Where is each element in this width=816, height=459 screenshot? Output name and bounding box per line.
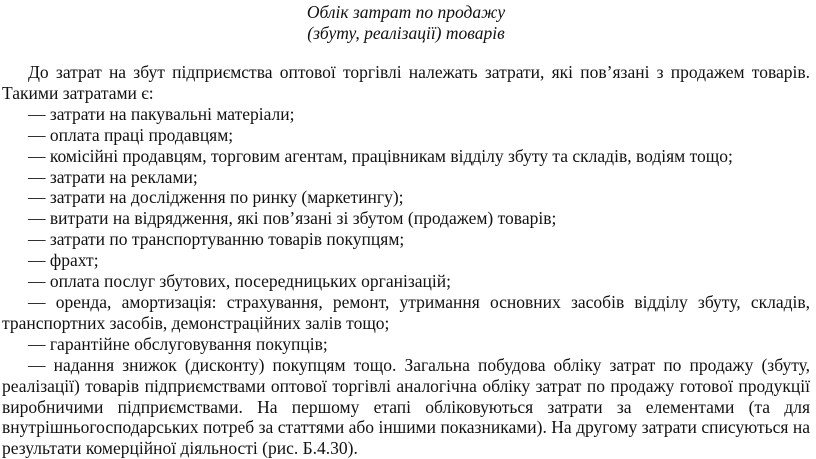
- list-item-rent-depreciation: — оренда, амортизація: страхування, ремонт, утримання основних засобів відділу збуту, складів, транспортних засобів, демонстраційних залів тощо;: [2, 291, 810, 333]
- document-title-line-2: (збуту, реалізації) товарів: [307, 23, 505, 43]
- list-item-intermediary-services: — оплата послуг збутових, посередницьких організацій;: [28, 271, 451, 292]
- list-item-warranty-service: — гарантійне обслуговування покупців;: [28, 333, 328, 354]
- document-title-line-1: Облік затрат по продажу: [306, 2, 506, 22]
- list-item-discounts-and-summary: — надання знижок (дисконту) покупцям тощо. Загальна побудова обліку затрат по продажу (збуту, реалізації) товарів підприємствами оптової торгівлі аналогічна обліку затрат по продажу готової продукції виробничими підприємствами. На першому етапі обліковуються затрати за елементами (та для внутрішньогосподарських потреб за статтями або іншими показниками). На другому затрати списуються на результати комерційної діяльності (рис. Б.4.30).: [2, 354, 810, 459]
- list-item-freight: — фрахт;: [28, 250, 99, 271]
- list-item-business-trips: — витрати на відрядження, які пов’язані зі збутом (продажем) товарів;: [28, 208, 557, 229]
- list-item-market-research: — затрати на дослідження по ринку (маркетингу);: [28, 187, 404, 208]
- list-item-advertising: — затрати на реклами;: [28, 166, 198, 187]
- list-item-packaging: — затрати на пакувальні матеріали;: [28, 103, 295, 124]
- list-item-salaries: — оплата праці продавцям;: [28, 124, 234, 145]
- document-body: [2, 62, 810, 459]
- title-spacing: [2, 44, 810, 62]
- intro-paragraph: До затрат на збут підприємства оптової торгівлі належать затрати, які пов’язані з продажем товарів. Такими затратами є:: [2, 62, 810, 103]
- list-item-transportation: — затрати по транспортуванню товарів покупцям;: [28, 229, 405, 250]
- list-item-commissions: — комісійні продавцям, торговим агентам, працівникам відділу збуту та складів, водіям тощо;: [28, 145, 733, 166]
